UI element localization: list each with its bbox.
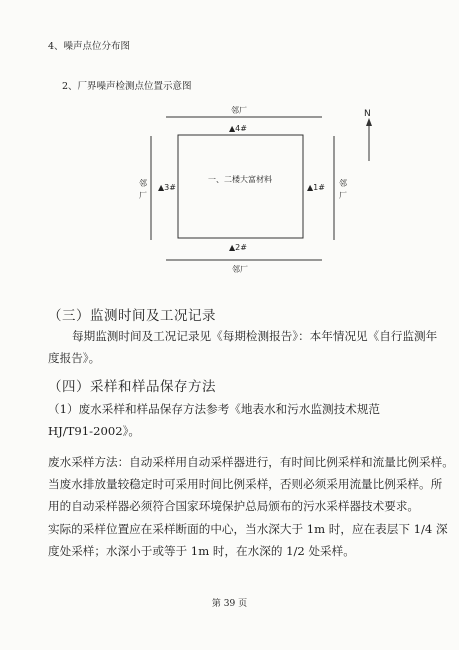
monitoring-point-1: ▲1# xyxy=(307,183,325,192)
left-neighbor-label-2: 厂 xyxy=(139,191,147,200)
section3-title: （三）监测时间及工况记录 xyxy=(48,308,216,324)
top-neighbor-label: 邻厂 xyxy=(231,106,247,115)
left-neighbor-label-1: 邻 xyxy=(139,179,147,188)
building-outline xyxy=(178,135,303,238)
section4-line: HJ/T91-2002》。 xyxy=(48,424,140,438)
section3-para-line2: 度报告》。 xyxy=(48,351,101,365)
north-arrow-icon xyxy=(366,118,372,126)
bottom-neighbor-label: 邻厂 xyxy=(232,265,248,274)
building-label: 一、二楼大富材料 xyxy=(208,175,272,184)
monitoring-point-diagram xyxy=(0,0,459,300)
right-neighbor-label-2: 厂 xyxy=(339,191,347,200)
north-label: N xyxy=(364,109,371,119)
boundary-map-heading: 2、厂界噪声检测点位置示意图 xyxy=(62,81,192,92)
section4-title: （四）采样和样品保存方法 xyxy=(48,379,216,395)
section4-line: 废水采样方法：自动采样用自动采样器进行，有时间比例采样和流量比例采样。 xyxy=(48,455,454,469)
section4-line: 度处采样；水深小于或等于 1m 时，在水深的 1/2 处采样。 xyxy=(48,544,355,558)
section4-line: 实际的采样位置应在采样断面的中心，当水深大于 1m 时，应在表层下 1/4 深 xyxy=(48,522,448,536)
section4-line: 当废水排放量较稳定时可采用时间比例采样，否则必须采用流量比例采样。所 xyxy=(48,477,443,491)
monitoring-point-2: ▲2# xyxy=(229,243,247,252)
right-neighbor-label-1: 邻 xyxy=(339,179,347,188)
section3-para-line1: 每期监测时间及工况记录见《每期检测报告》：本年情况见《自行监测年 xyxy=(72,329,438,343)
page-number: 第 39 页 xyxy=(211,599,248,609)
section4-line: 用的自动采样器必须符合国家环境保护总局颁布的污水采样器技术要求。 xyxy=(48,499,420,513)
monitoring-point-4: ▲4# xyxy=(229,124,247,133)
section4-line: （1）废水采样和样品保存方法参考《地表水和污水监测技术规范 xyxy=(48,402,381,416)
monitoring-point-3: ▲3# xyxy=(158,183,176,192)
noise-map-heading: 4、噪声点位分布图 xyxy=(48,41,131,52)
